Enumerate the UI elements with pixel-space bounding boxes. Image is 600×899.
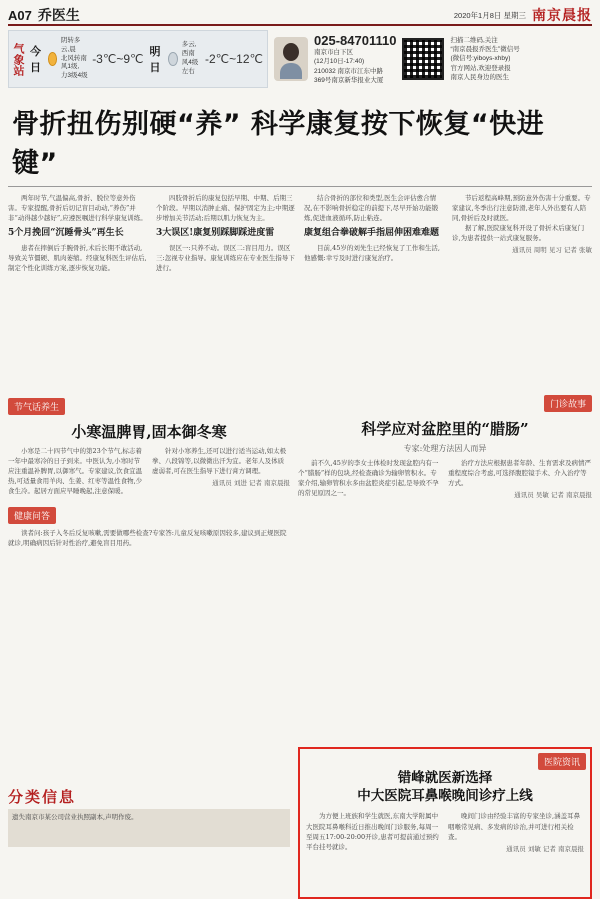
byline: 通讯员 刘进 记者 南京晨报 <box>212 479 290 488</box>
byline: 通讯员 周明 见习 记者 张敏 <box>512 246 592 255</box>
weather-tomorrow-desc: 多云,西南 风4级左右 <box>181 41 199 75</box>
paragraph: 晚间门诊由经验丰富的专家坐诊,涵盖耳鼻咽喉常见病、多发病的诊治,并可进行相关检查。 <box>448 812 581 841</box>
box-story-title: 错峰就医新选择 中大医院耳鼻喉晚间诊疗上线 <box>357 770 533 805</box>
main-story-column-1 <box>8 193 148 389</box>
right-story-subtitle: 专家:处理方法因人而异 <box>403 444 487 453</box>
paragraph: 前不久,45岁的李女士体检时发现盆腔内有一个“腊肠”样的包块,经检查确诊为输卵管积水。专家介绍,输卵管积水多由盆腔炎症引起,是导致不孕的常见原因之一。 <box>298 459 439 498</box>
section-tab-health-qa: 健康问答 <box>8 507 56 524</box>
weather-today <box>30 37 144 81</box>
weather-box <box>8 30 268 88</box>
paragraph: 四肢骨折后的康复包括早期、中期、后期三个阶段。早期以消肿止痛、保护固定为主;中期逐步增加关节活动;后期以肌力恢复为主。 <box>156 194 295 223</box>
left-story-title: 小寒温脾胃,固本御冬寒 <box>71 423 227 441</box>
info-band <box>8 30 592 88</box>
weather-today-label: 今日 <box>30 44 41 74</box>
hotline-box <box>274 30 592 88</box>
page-number: A07 <box>8 8 32 23</box>
paragraph: 结合骨折的部位和类型,医生会评估愈合情况,在不影响骨折稳定的前提下,尽早开始功能锻炼,促进血液循环,防止粘连。 <box>304 194 439 223</box>
paragraph: 节后返程高峰期,预防意外伤害十分重要。专家建议,冬季出行注意防滑,老年人外出要有人陪同,骨折后及时就医。 <box>452 194 591 223</box>
right-story-title: 科学应对盆腔里的“腊肠” <box>361 420 529 438</box>
section-tab-clinic-story: 门诊故事 <box>544 395 592 412</box>
weather-tomorrow-label: 明日 <box>149 45 161 74</box>
main-story-column-2 <box>156 193 296 389</box>
section-title: 乔医生 <box>37 8 80 24</box>
hotline-phone: 025-84701110 <box>314 33 397 49</box>
main-story-column-4 <box>452 193 592 389</box>
cloud-icon <box>168 52 178 66</box>
page-header <box>8 6 592 26</box>
weather-tomorrow-temp: -2℃~12℃ <box>205 52 263 66</box>
hotline-address: 南京市白下区 (12月10日-17:40) 210032 南京市江东中路 369号南京新华报业大厦 <box>314 49 384 84</box>
paragraph: 患者在摔倒后手腕骨折,术后长期不敢活动,导致关节僵硬、肌肉萎缩。经康复科医生评估后,制定个性化训练方案,逐步恢复功能。 <box>8 244 147 273</box>
right-story-body <box>298 458 592 500</box>
date-line: 2020年1月8日 星期三 <box>453 10 526 20</box>
main-story-column-3 <box>304 193 444 389</box>
byline: 通讯员 吴敏 记者 南京晨报 <box>514 491 592 500</box>
byline: 通讯员 刘敏 记者 南京晨报 <box>506 844 584 853</box>
right-column <box>298 395 592 853</box>
classified-heading: 分类信息 <box>8 788 77 806</box>
main-headline-area <box>8 92 592 187</box>
wechat-info: 扫描二维码,关注 “南京晨报乔医生”微信号 (微信号:yiboys-xhby) 官方网站,欢迎登录报 南京人民身边的医生 <box>450 37 520 81</box>
weather-today-desc: 阴转多云,晨 北风转南风1级, 力3级4级 <box>60 37 88 80</box>
subheading: 3大误区!康复别踩脚踩进度雷 <box>156 228 275 239</box>
qr-code-icon[interactable] <box>402 38 444 80</box>
left-column <box>8 395 290 548</box>
paragraph: 针对小寒养生,还可以进行适当运动,如太极拳、八段锦等,以微微出汗为宜。老年人及体质虚弱者,可在医生指导下进行膏方调理。 <box>152 447 287 476</box>
classified-ad: 遗失南京市某公司营业执照副本,声明作废。 <box>8 809 290 847</box>
section-tab-solar-term: 节气话养生 <box>8 398 65 415</box>
subheading: 5个月挽回“沉睡骨头”再生长 <box>8 228 124 239</box>
subheading: 康复组合拳破解手指屈伸困难难题 <box>304 228 440 239</box>
paragraph: 读者问:孩子入冬后反复咳嗽,需要做哪些检查?专家答:儿童反复咳嗽原因较多,建议到正规医院就诊,明确病因后针对性治疗,避免盲目用药。 <box>8 529 287 548</box>
weather-tag: 气象站 <box>12 42 25 76</box>
box-story-body <box>306 811 584 853</box>
classified-section <box>8 786 290 847</box>
hospital-news-box <box>298 747 592 899</box>
masthead-logo: 南京晨报 <box>532 7 592 23</box>
main-headline: 骨折扭伤别硬“养” 科学康复按下恢复“快进键” <box>12 109 545 179</box>
main-story <box>8 193 592 389</box>
doctor-avatar <box>274 37 308 81</box>
weather-tomorrow <box>150 41 264 76</box>
weather-today-temp: -3℃~9℃ <box>92 51 144 66</box>
paragraph: 误区一:只养不动。误区二:盲目用力。误区三:忽视专业指导。康复训练应在专业医生指导下进行。 <box>156 244 295 273</box>
paragraph: 小寒是二十四节气中的第23个节气,标志着一年中最寒冷的日子到来。中医认为,小寒时节应注重温补脾胃,以御寒气。专家建议,饮食宜温热,可适量食用羊肉、生姜、红枣等温性食物,少食生冷。起居方面应早睡晚起,注意保暖。 <box>8 447 143 496</box>
paragraph: 治疗方法应根据患者年龄、生育需求及病情严重程度综合考虑,可选择腹腔镜手术、介入治疗等方式。 <box>448 459 591 488</box>
section-tab-hospital-news: 医院资讯 <box>538 753 586 770</box>
paragraph: 目前,45岁的刘先生已经恢复了工作和生活,他感慨:幸亏及时进行康复治疗。 <box>304 244 440 263</box>
paragraph: 两年时节,气温偏高,骨折、脱位等意外伤害。专家提醒,骨折后切记盲目动动,“养伤”并非“动得越少越好”,应遵医嘱进行科学康复训练。 <box>8 194 147 223</box>
left-story-body <box>8 446 290 496</box>
sun-icon <box>48 52 57 66</box>
paragraph: 据了解,医院康复科开设了骨折术后康复门诊,为患者提供一站式康复服务。 <box>452 224 585 243</box>
paragraph: 为方便上班族和学生就医,东南大学附属中大医院耳鼻喉科近日推出晚间门诊服务,每周一至周五17:00-20:00开诊,患者可提前通过预约平台挂号就诊。 <box>306 812 439 851</box>
